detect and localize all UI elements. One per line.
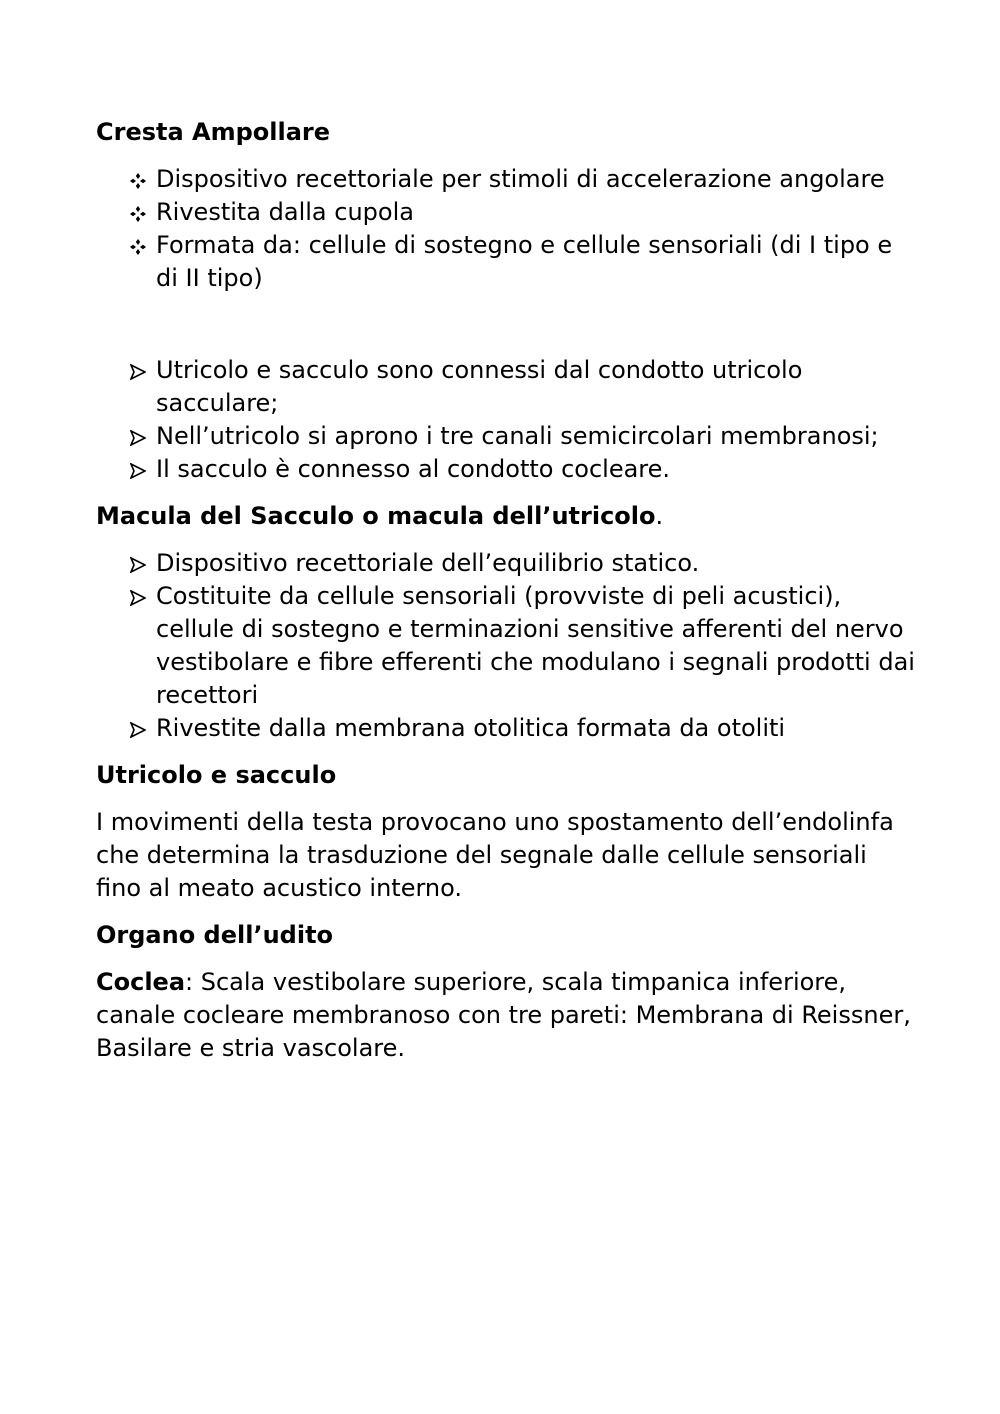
list-item-text: Dispositivo recettoriale per stimoli di accelerazione angolare (156, 165, 885, 193)
list-item (96, 580, 916, 712)
heading-macula-suffix: . (655, 502, 664, 530)
arrowhead-bullet-icon (126, 580, 150, 613)
document-page (96, 116, 916, 1065)
heading-macula-text: Macula del Sacculo o macula dell’utricolo (96, 502, 656, 530)
list-item (96, 420, 916, 453)
list-item (96, 229, 916, 295)
list-item (96, 354, 916, 420)
heading-utricolo-sacculo: Utricolo e sacculo (96, 761, 337, 789)
arrowhead-bullet-icon (126, 547, 150, 580)
heading-macula (96, 500, 916, 533)
arrowhead-bullet-icon (126, 712, 150, 745)
list-item (96, 712, 916, 745)
list-item (96, 163, 916, 196)
list-connessioni (96, 354, 916, 486)
diamond-bullet-icon (126, 229, 150, 262)
arrowhead-bullet-icon (126, 354, 150, 387)
list-item-text: Formata da: cellule di sostegno e cellule sensoriali (di I tipo e di II tipo) (156, 231, 893, 292)
diamond-bullet-icon (126, 196, 150, 229)
list-macula (96, 547, 916, 745)
list-item-text: Il sacculo è connesso al condotto cocleare. (156, 455, 671, 483)
list-item (96, 453, 916, 486)
list-item-text: Rivestite dalla membrana otolitica formata da otoliti (156, 714, 786, 742)
heading-cresta-ampollare: Cresta Ampollare (96, 118, 331, 146)
list-item (96, 196, 916, 229)
heading-organo-udito: Organo dell’udito (96, 921, 334, 949)
list-item-text: Nell’utricolo si aprono i tre canali semicircolari membranosi; (156, 422, 879, 450)
list-item-text: Utricolo e sacculo sono connessi dal condotto utricolo sacculare; (156, 356, 803, 417)
list-item-text: Rivestita dalla cupola (156, 198, 414, 226)
paragraph-coclea (96, 966, 916, 1065)
paragraph-utricolo: I movimenti della testa provocano uno spostamento dell’endolinfa che determina la trasduzione del segnale dalle cellule sensoriali fino al meato acustico interno. (96, 808, 894, 902)
arrowhead-bullet-icon (126, 420, 150, 453)
list-item-text: Costituite da cellule sensoriali (provviste di peli acustici), cellule di sostegno e terminazioni sensitive afferenti del nervo vestibolare e fibre efferenti che modulano i segnali prodotti dai recettori (156, 582, 915, 709)
list-item (96, 547, 916, 580)
list-cresta (96, 163, 916, 295)
arrowhead-bullet-icon (126, 453, 150, 486)
list-item-text: Dispositivo recettoriale dell’equilibrio statico. (156, 549, 700, 577)
coclea-description: : Scala vestibolare superiore, scala timpanica inferiore, canale cocleare membranoso con tre pareti: Membrana di Reissner, Basilare e stria vascolare. (96, 968, 911, 1062)
term-coclea: Coclea (96, 968, 186, 996)
diamond-bullet-icon (126, 163, 150, 196)
